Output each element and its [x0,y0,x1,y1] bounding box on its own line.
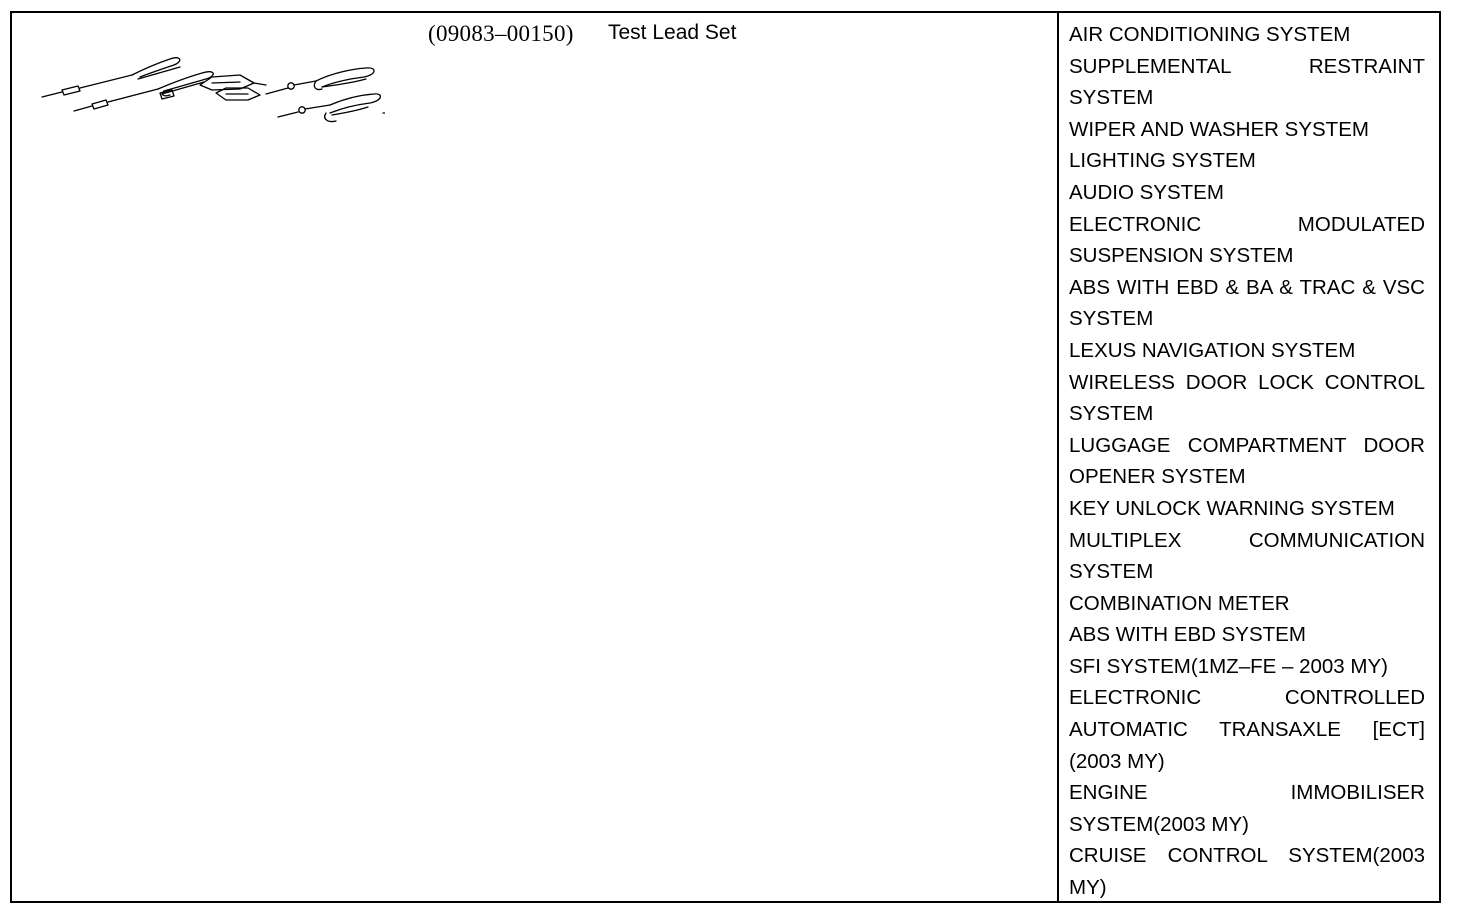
tool-part-number: (09083–00150) [428,21,574,46]
system-item: KEY UNLOCK WARNING SYSTEM [1069,496,1395,520]
test-lead-set-icon [40,41,385,123]
system-item: LIGHTING SYSTEM [1069,149,1256,173]
system-item: CRUISE CONTROL SYSTEM(2003 MY) [1069,844,1425,900]
system-item: WIPER AND WASHER SYSTEM [1069,117,1369,141]
system-item: AUDIO SYSTEM [1069,180,1224,204]
system-item: MULTIPLEX COMMUNICATION SYSTEM [1069,528,1425,584]
tool-cell [12,13,1059,901]
special-service-tool-table [10,11,1441,903]
system-item: COMBINATION METER [1069,591,1290,615]
applicable-systems-cell [1059,13,1439,901]
system-item: ENGINE IMMOBILISER SYSTEM(2003 MY) [1069,781,1425,836]
system-item: SFI SYSTEM(1MZ–FE – 2003 MY) [1069,654,1388,678]
applicable-systems-list [1069,19,1425,904]
tool-name: Test Lead Set [608,21,737,44]
system-item: SUPPLEMENTAL RESTRAINT SYSTEM [1069,54,1425,110]
system-item: LUGGAGE COMPARTMENT DOOR OPENER SYSTEM [1069,433,1425,489]
system-item: AIR CONDITIONING SYSTEM [1069,23,1351,46]
system-item: ELECTRONIC MODULATED SUSPENSION SYSTEM [1069,212,1425,268]
system-item: ABS WITH EBD & BA & TRAC & VSC SYSTEM [1069,275,1425,331]
system-item: ABS WITH EBD SYSTEM [1069,623,1306,647]
system-item: LEXUS NAVIGATION SYSTEM [1069,338,1356,362]
system-item: WIRELESS DOOR LOCK CONTROL SYSTEM [1069,370,1425,426]
system-item: ELECTRONIC CONTROLLED AUTOMATIC TRANSAXLE [ECT](2003 MY) [1069,686,1425,773]
